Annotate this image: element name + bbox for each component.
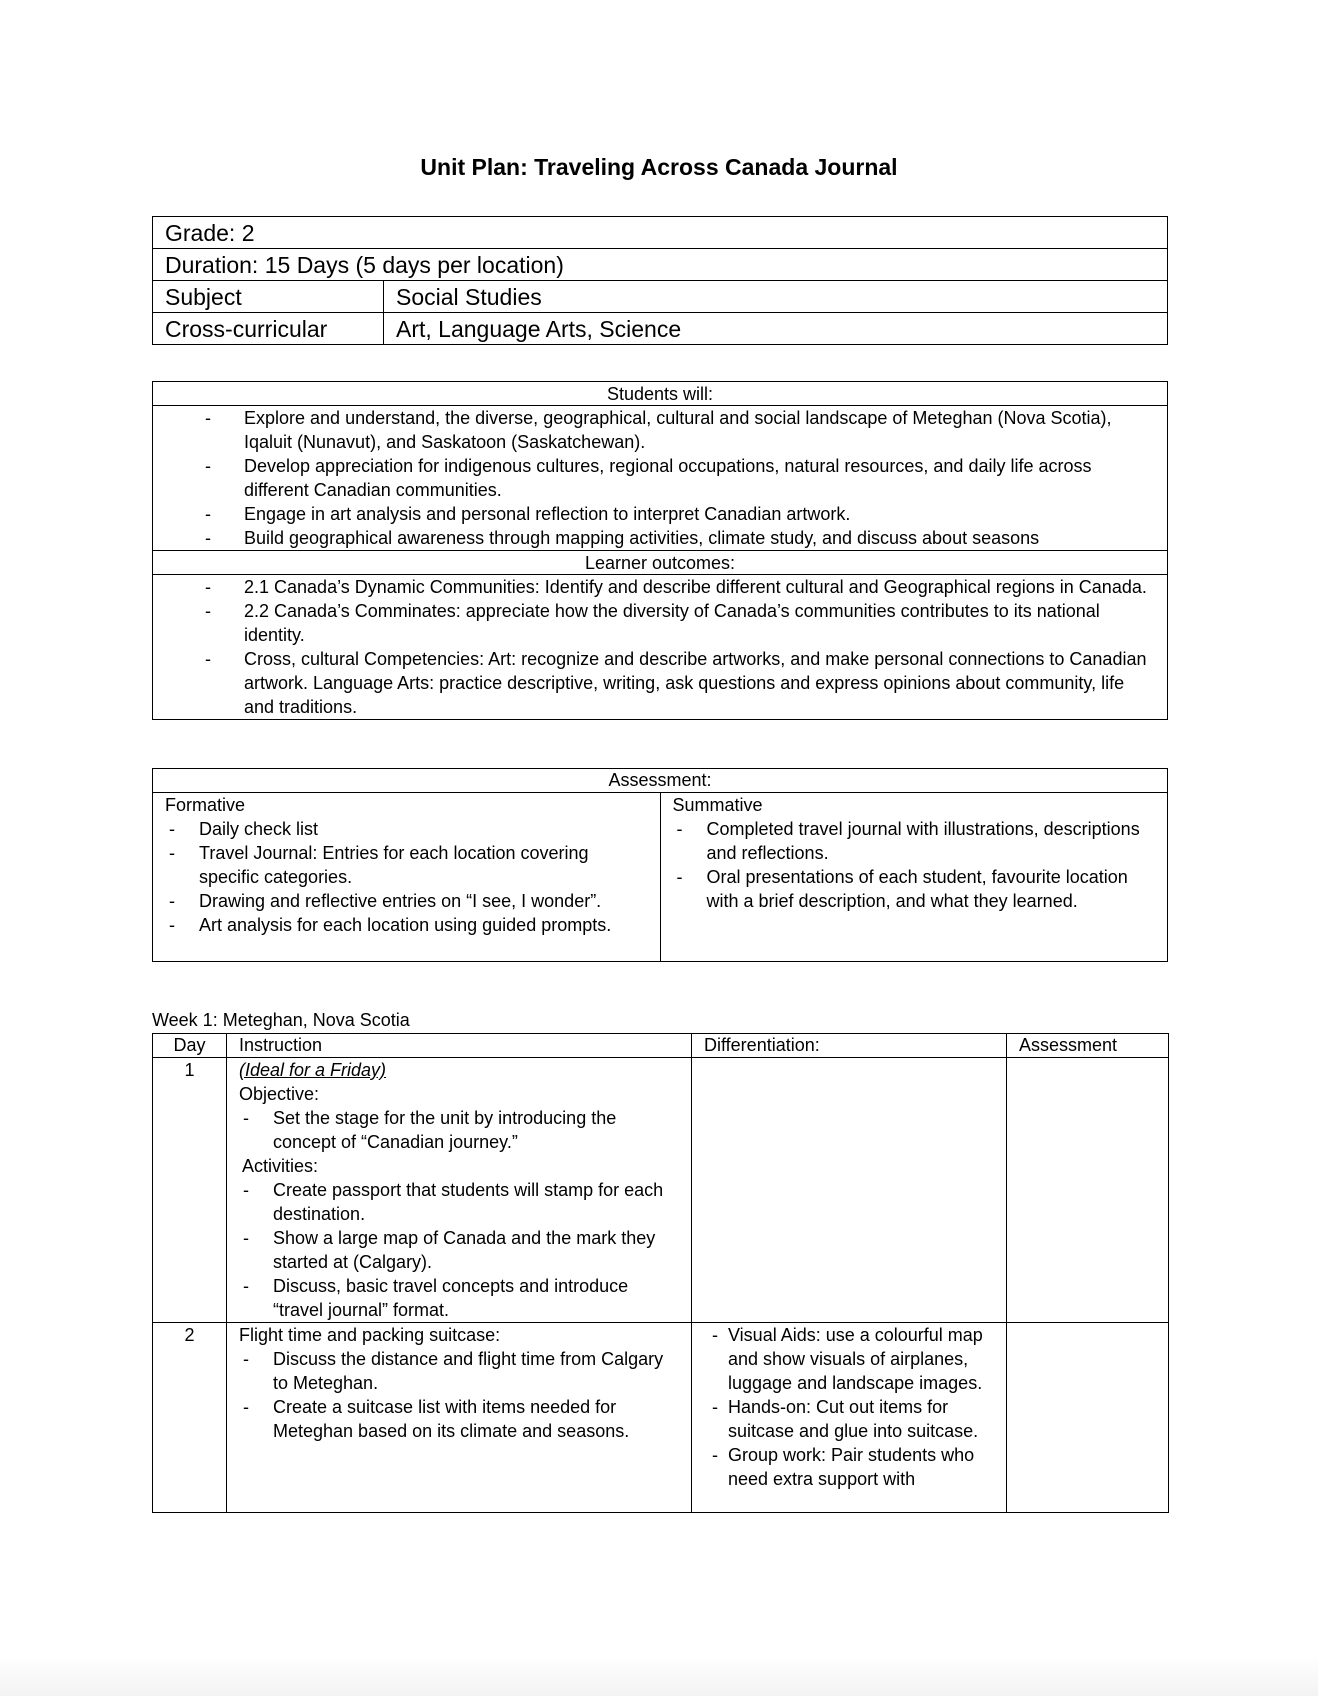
differentiation-column-header: Differentiation:: [692, 1034, 1007, 1058]
learner-outcomes-list: [153, 575, 1167, 719]
list-item: - Art analysis for each location using guided prompts.: [165, 913, 660, 937]
list-item: - Set the stage for the unit by introducing the concept of “Canadian journey.”: [239, 1106, 691, 1154]
day-number: 1: [153, 1058, 227, 1323]
week-1-heading: Week 1: Meteghan, Nova Scotia: [152, 1010, 410, 1030]
activities-list: [239, 1178, 691, 1322]
list-item: - Create passport that students will stamp for each destination.: [239, 1178, 691, 1226]
students-will-cell: [153, 406, 1168, 551]
instruction-list: [239, 1347, 691, 1443]
duration-cell: Duration: 15 Days (5 days per location): [153, 249, 1168, 281]
list-item: - Create a suitcase list with items needed for Meteghan based on its climate and seasons.: [239, 1395, 691, 1443]
assessment-heading: Assessment:: [153, 769, 1168, 793]
differentiation-list: [710, 1323, 1006, 1491]
table-header-row: [153, 1034, 1169, 1058]
table-row: [153, 1323, 1169, 1513]
list-item: - Explore and understand, the diverse, geographical, cultural and social landscape of Meteghan (Nova Scotia), Iqaluit (Nunavut), and Saskatoon (Saskatchewan).: [153, 406, 1167, 454]
list-item: - Discuss, basic travel concepts and introduce “travel journal” format.: [239, 1274, 691, 1322]
objective-list: [239, 1106, 691, 1154]
differentiation-cell: [692, 1058, 1007, 1323]
assessment-cell: [1007, 1323, 1169, 1513]
list-item: - 2.1 Canada’s Dynamic Communities: Identify and describe different cultural and Geographical regions in Canada.: [153, 575, 1167, 599]
page-bottom-shade: [0, 1656, 1318, 1696]
list-item: - Discuss the distance and flight time from Calgary to Meteghan.: [239, 1347, 691, 1395]
list-item: - Build geographical awareness through mapping activities, climate study, and discuss about seasons: [153, 526, 1167, 550]
list-item: - Travel Journal: Entries for each location covering specific categories.: [165, 841, 660, 889]
subject-value: Social Studies: [384, 281, 1168, 313]
grade-cell: Grade: 2: [153, 217, 1168, 249]
list-item: - 2.2 Canada’s Comminates: appreciate how the diversity of Canada’s communities contributes to its national identity.: [153, 599, 1167, 647]
list-item: - Show a large map of Canada and the mark they started at (Calgary).: [239, 1226, 691, 1274]
instruction-column-header: Instruction: [227, 1034, 692, 1058]
objectives-table: [152, 381, 1168, 720]
list-item: - Develop appreciation for indigenous cultures, regional occupations, natural resources, and daily life across different Canadian communities.: [153, 454, 1167, 502]
learner-outcomes-cell: [153, 575, 1168, 720]
formative-label: Formative: [165, 795, 246, 815]
list-item: - Cross, cultural Competencies: Art: recognize and describe artworks, and make personal connections to Canadian artwork. Language Arts: practice descriptive, writing, ask questions and express opinions about community, life and traditions.: [153, 647, 1167, 719]
unit-info-table: [152, 216, 1168, 345]
table-row: [153, 1058, 1169, 1323]
list-item: - Oral presentations of each student, favourite location with a brief description, and what they learned.: [673, 865, 1168, 913]
list-item: - Drawing and reflective entries on “I see, I wonder”.: [165, 889, 660, 913]
assessment-cell: [1007, 1058, 1169, 1323]
differentiation-cell: [692, 1323, 1007, 1513]
summative-label: Summative: [672, 795, 763, 815]
week-1-table: [152, 1033, 1169, 1513]
subject-label: Subject: [153, 281, 384, 313]
document-title: Unit Plan: Traveling Across Canada Journal: [420, 154, 898, 180]
instruction-cell: [227, 1058, 692, 1323]
day-column-header: Day: [153, 1034, 227, 1058]
day-number: 2: [153, 1323, 227, 1513]
assessment-table: [152, 768, 1168, 962]
list-item: - Hands-on: Cut out items for suitcase and glue into suitcase.: [710, 1395, 1006, 1443]
summative-cell: [660, 793, 1168, 962]
cross-curricular-value: Art, Language Arts, Science: [384, 313, 1168, 345]
cross-curricular-label: Cross-curricular: [153, 313, 384, 345]
assessment-column-header: Assessment: [1007, 1034, 1169, 1058]
list-item: - Visual Aids: use a colourful map and show visuals of airplanes, luggage and landscape images.: [710, 1323, 1006, 1395]
list-item: - Daily check list: [165, 817, 660, 841]
list-item: - Engage in art analysis and personal reflection to interpret Canadian artwork.: [153, 502, 1167, 526]
list-item: - Group work: Pair students who need extra support with: [710, 1443, 1006, 1491]
objective-label: Objective:: [239, 1084, 320, 1104]
activities-label: Activities:: [242, 1156, 319, 1176]
instruction-cell: [227, 1323, 692, 1513]
formative-list: [165, 817, 660, 937]
formative-cell: [153, 793, 661, 962]
students-will-list: [153, 406, 1167, 550]
learner-outcomes-heading: Learner outcomes:: [153, 551, 1168, 575]
students-will-heading: Students will:: [153, 382, 1168, 406]
ideal-note: (Ideal for a Friday): [239, 1060, 387, 1080]
instruction-intro: Flight time and packing suitcase:: [239, 1325, 501, 1345]
list-item: - Completed travel journal with illustrations, descriptions and reflections.: [673, 817, 1168, 865]
summative-list: [673, 817, 1168, 913]
